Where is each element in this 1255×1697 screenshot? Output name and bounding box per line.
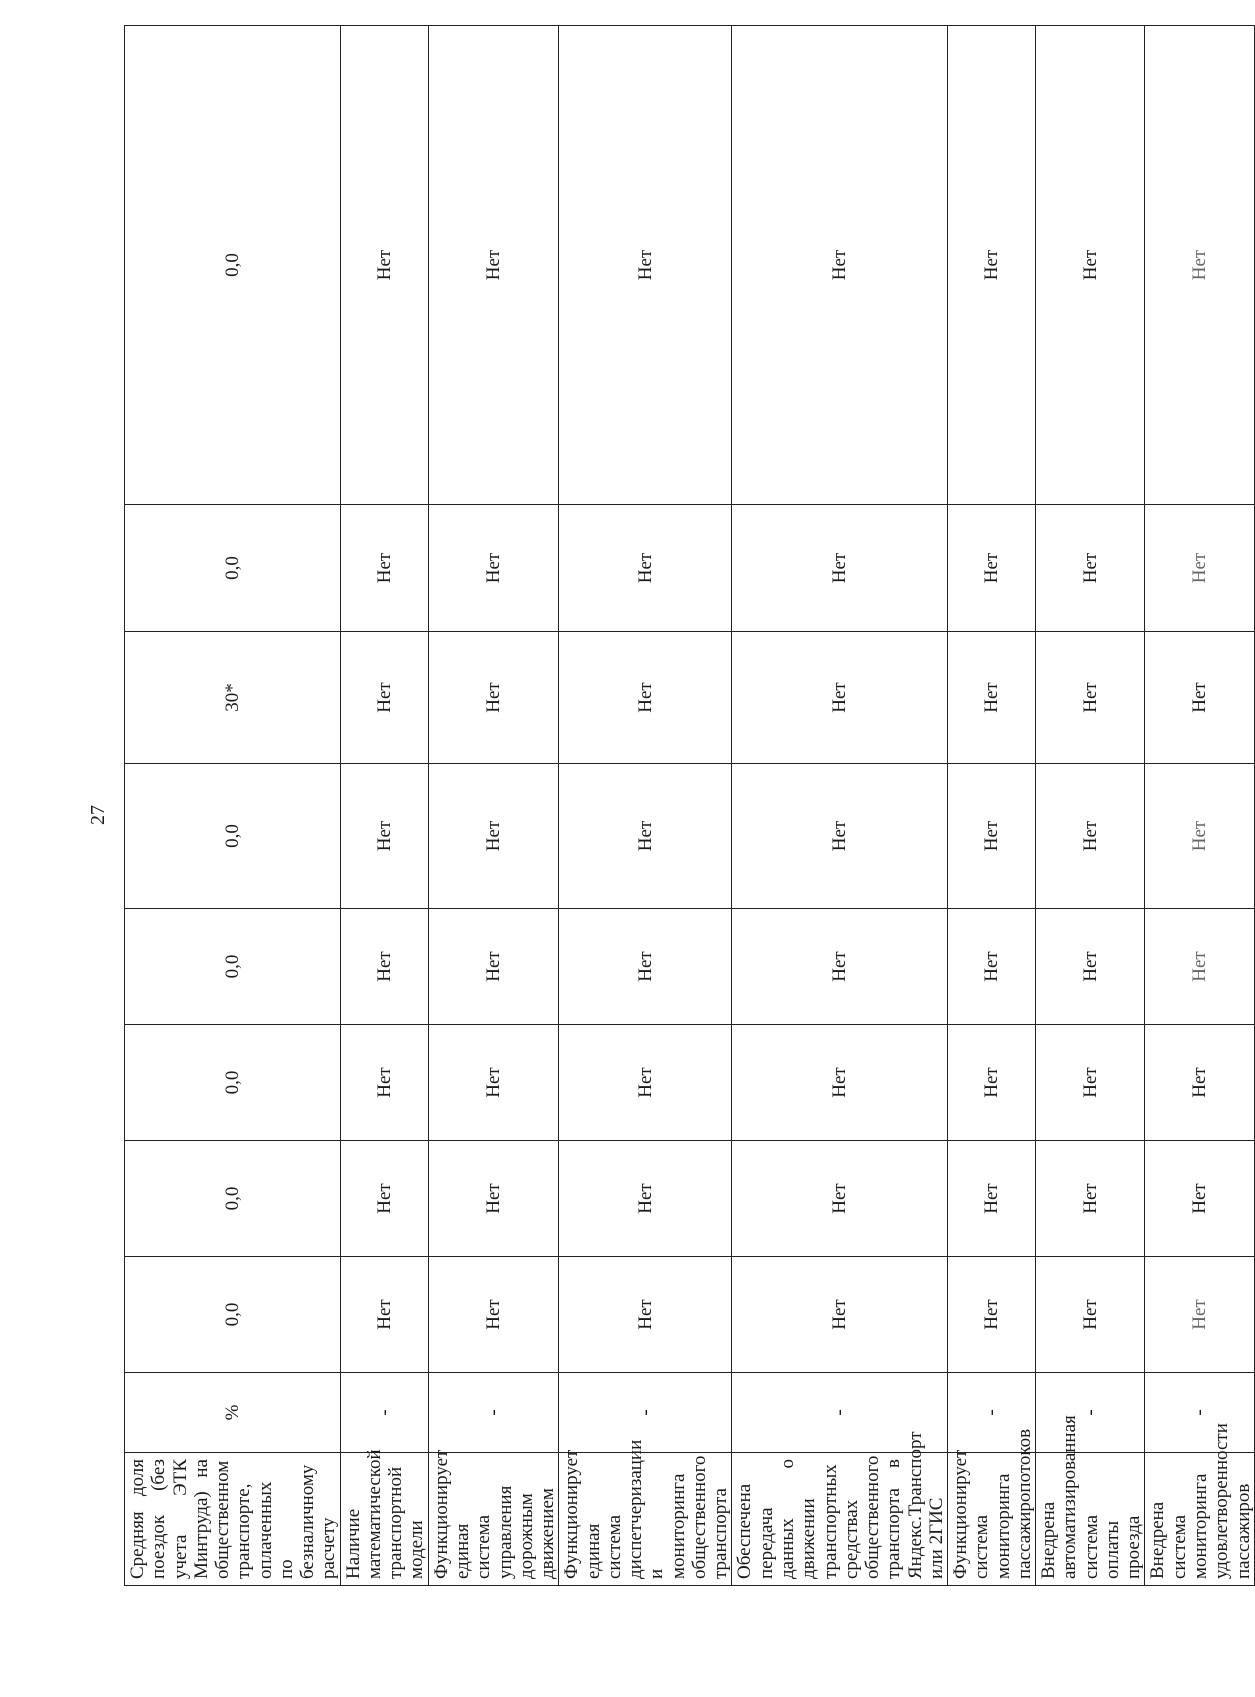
unit-cell: -: [559, 1373, 732, 1453]
table-body: [125, 26, 1255, 1586]
value-cell: Нет: [948, 26, 1036, 505]
value-cell: Нет: [1145, 632, 1254, 764]
value-cell: 0,0: [125, 26, 341, 505]
value-cell: Нет: [559, 1141, 732, 1257]
value-cell: 0,0: [125, 1141, 341, 1257]
unit-cell: -: [1145, 1373, 1254, 1453]
value-cell: Нет: [428, 632, 559, 764]
indicator-cell: Внедрена система мониторинга удовлетворенности пассажиров: [1145, 1453, 1254, 1586]
value-cell: Нет: [732, 505, 948, 632]
value-cell: Нет: [1036, 505, 1145, 632]
value-cell: Нет: [948, 1025, 1036, 1141]
value-cell: Нет: [340, 632, 428, 764]
value-cell: Нет: [1036, 1141, 1145, 1257]
value-cell: 0,0: [125, 1257, 341, 1373]
value-cell: Нет: [1145, 909, 1254, 1025]
value-cell: Нет: [1036, 764, 1145, 909]
indicators-table: [124, 25, 1255, 1586]
value-cell: Нет: [559, 505, 732, 632]
value-cell: Нет: [340, 909, 428, 1025]
value-cell: Нет: [1036, 632, 1145, 764]
value-cell: Нет: [1036, 1025, 1145, 1141]
value-cell: Нет: [732, 632, 948, 764]
value-cell: Нет: [1036, 909, 1145, 1025]
value-cell: Нет: [732, 764, 948, 909]
value-cell: Нет: [559, 26, 732, 505]
value-cell: 0,0: [125, 764, 341, 909]
value-cell: Нет: [1145, 1025, 1254, 1141]
value-cell: Нет: [1145, 1257, 1254, 1373]
table-row: [428, 26, 559, 1586]
value-cell: 0,0: [125, 909, 341, 1025]
value-cell: Нет: [732, 1025, 948, 1141]
value-cell: Нет: [948, 505, 1036, 632]
table-row: [559, 26, 732, 1586]
unit-cell: -: [340, 1373, 428, 1453]
value-cell: Нет: [1036, 1257, 1145, 1373]
value-cell: Нет: [559, 764, 732, 909]
table-row: [732, 26, 948, 1586]
value-cell: 0,0: [125, 1025, 341, 1141]
table-row: [1145, 26, 1254, 1586]
value-cell: 0,0: [125, 505, 341, 632]
indicator-cell: Обеспечена передача данных о движении транспортных средствах общественного транспорта в Яндекс.Транспорт или 2ГИС: [732, 1453, 948, 1586]
value-cell: Нет: [428, 26, 559, 505]
value-cell: Нет: [1036, 26, 1145, 505]
value-cell: Нет: [732, 909, 948, 1025]
unit-cell: %: [125, 1373, 341, 1453]
indicator-cell: Средняя доля поездок (без учета ЭТК Минтруда) на общественном транспорте, оплаченных по безналичному расчету: [125, 1453, 341, 1586]
value-cell: Нет: [948, 1141, 1036, 1257]
value-cell: Нет: [428, 764, 559, 909]
unit-cell: -: [1036, 1373, 1145, 1453]
table-row: [125, 26, 341, 1586]
page-number: 27: [87, 805, 109, 825]
value-cell: Нет: [340, 1025, 428, 1141]
value-cell: Нет: [559, 632, 732, 764]
value-cell: Нет: [1145, 505, 1254, 632]
value-cell: Нет: [948, 632, 1036, 764]
value-cell: Нет: [428, 1141, 559, 1257]
unit-cell: -: [428, 1373, 559, 1453]
table-row: [340, 26, 428, 1586]
value-cell: Нет: [428, 1257, 559, 1373]
value-cell: Нет: [340, 505, 428, 632]
value-cell: Нет: [340, 1257, 428, 1373]
value-cell: Нет: [428, 505, 559, 632]
indicator-cell: Функционирует единая система диспетчеризации и мониторинга общественного транспорта: [559, 1453, 732, 1586]
value-cell: Нет: [1145, 764, 1254, 909]
value-cell: Нет: [732, 1257, 948, 1373]
value-cell: Нет: [559, 909, 732, 1025]
value-cell: 30*: [125, 632, 341, 764]
value-cell: Нет: [428, 1025, 559, 1141]
value-cell: Нет: [1145, 26, 1254, 505]
value-cell: Нет: [1145, 1141, 1254, 1257]
value-cell: Нет: [340, 1141, 428, 1257]
indicator-cell: Функционирует единая система управления дорожным движением: [428, 1453, 559, 1586]
rotated-table-container: [124, 126, 1254, 1586]
unit-cell: -: [948, 1373, 1036, 1453]
indicator-cell: Функционирует система мониторинга пассажиропотоков: [948, 1453, 1036, 1586]
value-cell: Нет: [732, 26, 948, 505]
value-cell: Нет: [948, 1257, 1036, 1373]
indicator-cell: Наличие математической транспортной модели: [340, 1453, 428, 1586]
value-cell: Нет: [948, 764, 1036, 909]
indicator-cell: Внедрена автоматизированная система оплаты проезда: [1036, 1453, 1145, 1586]
value-cell: Нет: [559, 1257, 732, 1373]
value-cell: Нет: [948, 909, 1036, 1025]
value-cell: Нет: [340, 26, 428, 505]
value-cell: Нет: [428, 909, 559, 1025]
table-row: [1036, 26, 1145, 1586]
value-cell: Нет: [732, 1141, 948, 1257]
table-row: [948, 26, 1036, 1586]
value-cell: Нет: [559, 1025, 732, 1141]
value-cell: Нет: [340, 764, 428, 909]
unit-cell: -: [732, 1373, 948, 1453]
